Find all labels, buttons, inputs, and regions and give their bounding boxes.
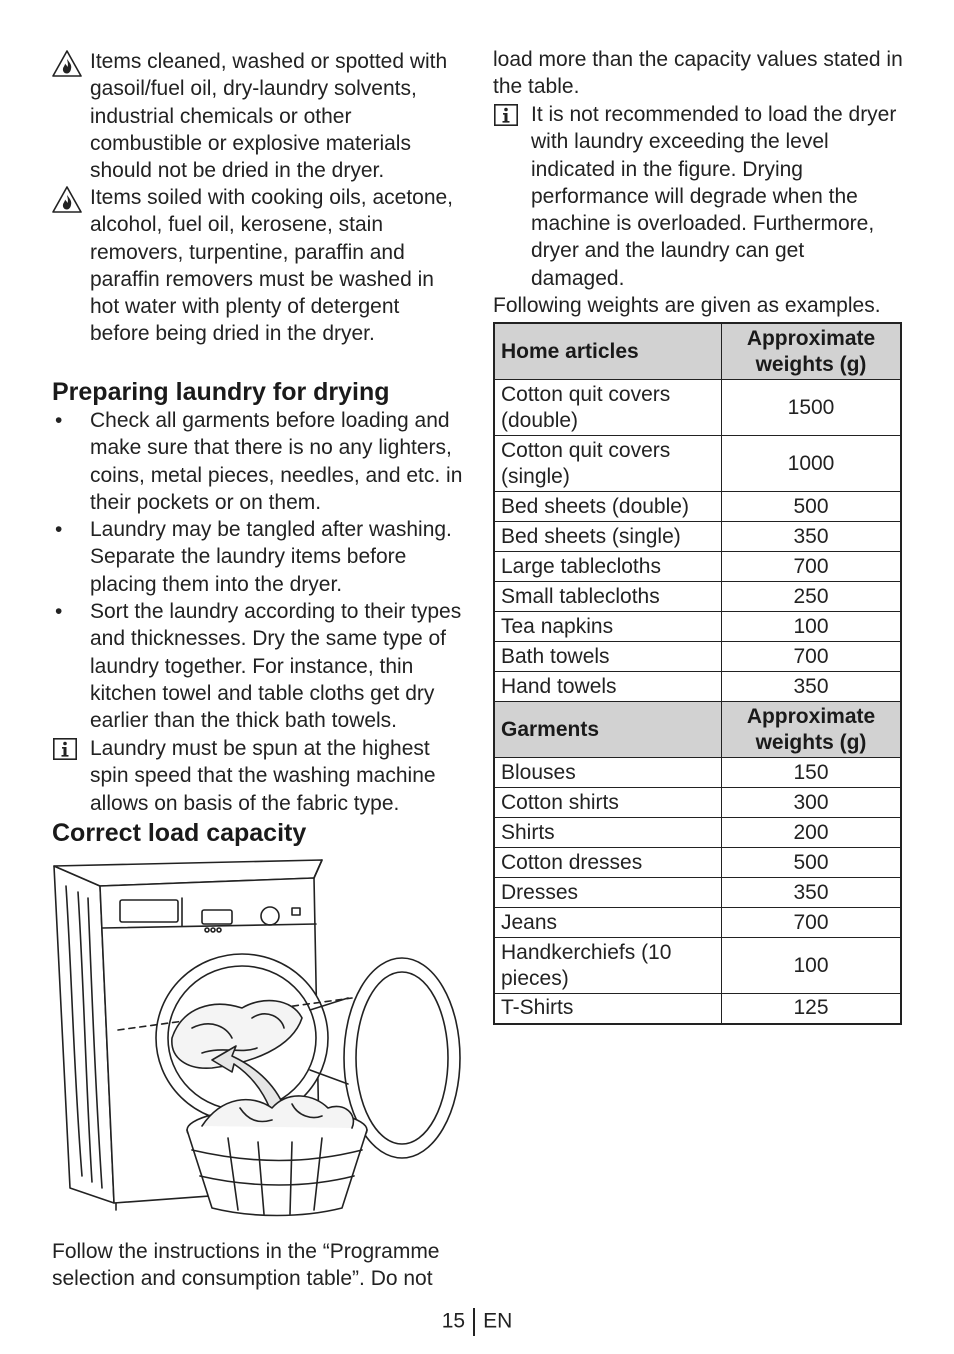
list-item	[52, 407, 464, 516]
follow-instructions-text: Follow the instructions in the “Programme selection and consumption table”. Do not	[52, 1240, 440, 1291]
bullet-text: Sort the laundry according to their types and thicknesses. Dry the same type of laundry together. For instance, thin kitchen towel and table cloths get dry earlier than the thick bath towels.	[90, 600, 462, 733]
table-row	[494, 908, 901, 938]
info-text: It is not recommended to load the dryer with laundry exceeding the level indicated in the figure. Drying performance will degrade when the machine is overloaded. Furthermore, dryer and the laundry can get damaged.	[531, 103, 897, 290]
overload-info-note	[493, 101, 903, 292]
table-row	[494, 642, 901, 672]
weight-cell: 1500	[722, 380, 902, 436]
weight-cell: 100	[722, 938, 902, 994]
weights-table	[493, 322, 902, 1025]
item-cell: Bed sheets (single)	[494, 522, 722, 552]
item-cell: Small tablecloths	[494, 582, 722, 612]
item-cell: Cotton quit covers (double)	[494, 380, 722, 436]
header-cell: Approximate weights (g)	[722, 702, 902, 758]
header-cell: Approximate weights (g)	[722, 323, 902, 380]
fire-warning-1	[52, 48, 464, 184]
weight-cell: 250	[722, 582, 902, 612]
item-cell: T-Shirts	[494, 994, 722, 1024]
weight-cell: 100	[722, 612, 902, 642]
continued-text: load more than the capacity values stated in the table.	[493, 48, 903, 99]
table-header-garments	[494, 702, 901, 758]
fire-warning-2	[52, 184, 464, 348]
bullet-dot: •	[55, 518, 63, 542]
weight-cell: 150	[722, 758, 902, 788]
item-cell: Cotton shirts	[494, 788, 722, 818]
weight-cell: 350	[722, 672, 902, 702]
item-cell: Jeans	[494, 908, 722, 938]
dryer-loading-illustration	[52, 858, 464, 1220]
weight-cell: 125	[722, 994, 902, 1024]
table-row	[494, 818, 901, 848]
table-row	[494, 436, 901, 492]
item-cell: Blouses	[494, 758, 722, 788]
table-row	[494, 552, 901, 582]
table-row	[494, 672, 901, 702]
header-cell: Home articles	[494, 323, 722, 380]
table-row	[494, 492, 901, 522]
page-number: 15	[441, 1309, 466, 1333]
weight-cell: 500	[722, 848, 902, 878]
bullet-text: Check all garments before loading and make sure that there is no any lighters, coins, metal pieces, needles, and etc. in their pockets or on them.	[90, 409, 463, 514]
weight-cell: 200	[722, 818, 902, 848]
table-row	[494, 848, 901, 878]
list-item	[52, 598, 464, 734]
weight-cell: 350	[722, 878, 902, 908]
weight-cell: 700	[722, 642, 902, 672]
language-code: EN	[483, 1309, 513, 1333]
table-row	[494, 878, 901, 908]
fire-warning-icon	[52, 186, 82, 214]
item-cell: Cotton dresses	[494, 848, 722, 878]
info-text: Laundry must be spun at the highest spin speed that the washing machine allows on basis of the fabric type.	[90, 737, 436, 815]
spin-info-note	[52, 735, 464, 817]
table-row	[494, 994, 901, 1024]
warning-text: Items cleaned, washed or spotted with gasoil/fuel oil, dry-laundry solvents, industrial chemicals or other combustible or explosive materials should not be dried in the dryer.	[90, 50, 448, 183]
warning-text: Items soiled with cooking oils, acetone, alcohol, fuel oil, kerosene, stain removers, turpentine, paraffin and paraffin removers must be washed in hot water with plenty of detergent before being dried in the dryer.	[90, 186, 454, 346]
info-icon	[494, 104, 518, 126]
item-cell: Bath towels	[494, 642, 722, 672]
table-row	[494, 938, 901, 994]
item-cell: Shirts	[494, 818, 722, 848]
item-cell: Large tablecloths	[494, 552, 722, 582]
item-cell: Cotton quit covers (single)	[494, 436, 722, 492]
item-cell: Bed sheets (double)	[494, 492, 722, 522]
table-row	[494, 758, 901, 788]
page-footer	[0, 1308, 954, 1336]
table-row	[494, 612, 901, 642]
item-cell: Handkerchiefs (10 pieces)	[494, 938, 722, 994]
weight-cell: 300	[722, 788, 902, 818]
heading-preparing-laundry: Preparing laundry for drying	[52, 378, 390, 406]
table-row	[494, 380, 901, 436]
bullet-text: Laundry may be tangled after washing. Separate the laundry items before placing them into the dryer.	[90, 518, 452, 596]
examples-text: Following weights are given as examples.	[493, 294, 881, 317]
bullet-dot: •	[55, 600, 63, 624]
item-cell: Tea napkins	[494, 612, 722, 642]
info-icon	[53, 738, 77, 760]
weight-cell: 500	[722, 492, 902, 522]
preparing-bullets	[52, 407, 464, 735]
footer-divider	[473, 1308, 475, 1336]
weight-cell: 350	[722, 522, 902, 552]
fire-warning-icon	[52, 50, 82, 78]
header-cell: Garments	[494, 702, 722, 758]
bullet-dot: •	[55, 409, 63, 432]
weight-cell: 700	[722, 908, 902, 938]
weight-cell: 1000	[722, 436, 902, 492]
list-item	[52, 516, 464, 598]
table-row	[494, 788, 901, 818]
table-row	[494, 522, 901, 552]
weight-cell: 700	[722, 552, 902, 582]
table-row	[494, 582, 901, 612]
item-cell: Dresses	[494, 878, 722, 908]
table-header-home	[494, 323, 901, 380]
item-cell: Hand towels	[494, 672, 722, 702]
heading-correct-load-capacity: Correct load capacity	[52, 819, 307, 847]
